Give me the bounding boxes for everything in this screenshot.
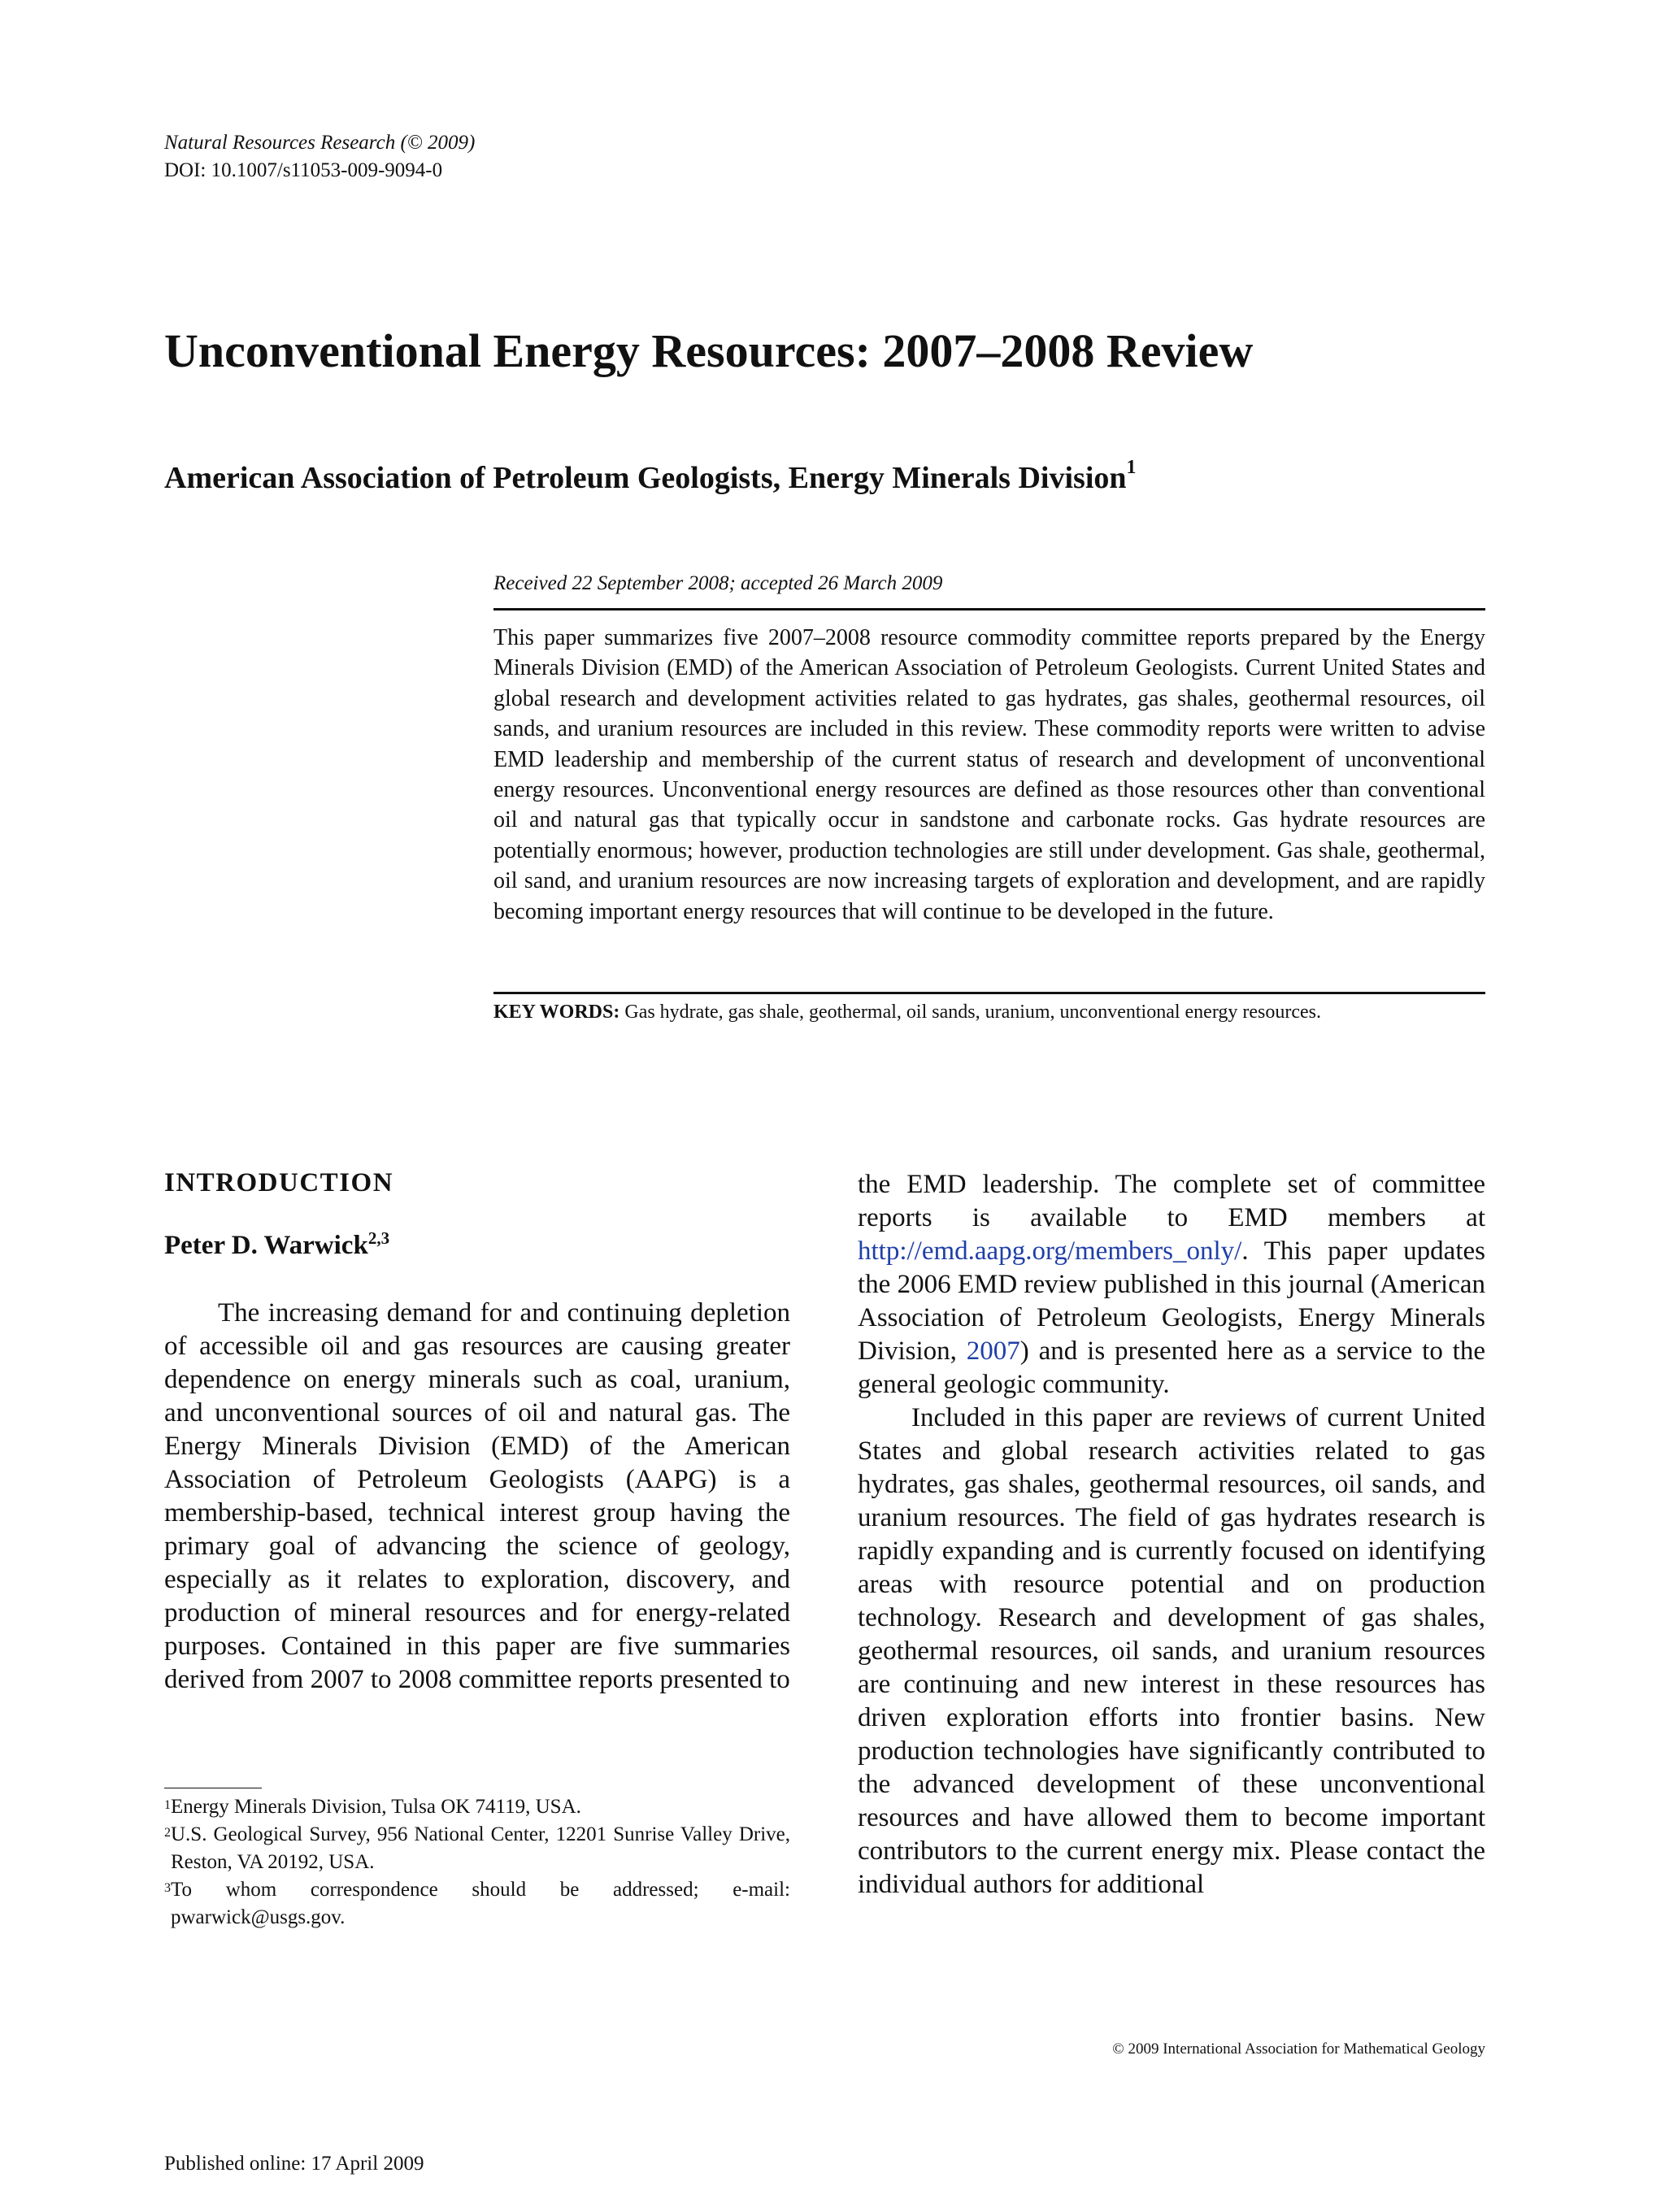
section-author	[164, 1228, 790, 1261]
abstract: This paper summarizes five 2007–2008 resource commodity committee reports prepared by the Energy Minerals Division (EMD) of the American Association of Petroleum Geologists. Current United States and global research and development activities related to gas hydrates, gas shales, geothermal resources, oil sands, and uranium resources are included in this review. These commodity reports were written to advise EMD leadership and membership of the current status of research and development of unconventional energy resources. Unconventional energy resources are defined as those resources other than conventional oil and natural gas that typically occur in sandstone and carbonate rocks. Gas hydrate resources are potentially enormous; however, production technologies are still under development. Gas shale, geothermal, oil sand, and uranium resources are now increasing targets of exploration and development, and are rapidly becoming important energy resources that will continue to be developed in the future.	[493, 625, 1485, 924]
right-column	[858, 1168, 1485, 1901]
paper-title: Unconventional Energy Resources: 2007–2008 Review	[164, 324, 1254, 377]
journal-header: Natural Resources Research (© 2009)	[164, 132, 476, 154]
abstract-top-rule	[493, 608, 1485, 611]
footnote-3	[164, 1876, 790, 1932]
author-name: American Association of Petroleum Geologists, Energy Minerals Division	[164, 461, 1127, 495]
section-author-name: Peter D. Warwick	[164, 1231, 368, 1260]
keywords	[493, 1000, 1485, 1025]
footnote-mark: 3	[164, 1881, 171, 1895]
citation-2007-link[interactable]: 2007	[966, 1336, 1020, 1366]
received-dates: Received 22 September 2008; accepted 26 March 2009	[493, 572, 943, 594]
section-heading-introduction: INTRODUCTION	[164, 1168, 394, 1197]
footnote-text: To whom correspondence should be addressed; e-mail: pwarwick@usgs.gov.	[171, 1879, 790, 1928]
emd-members-link[interactable]: http://emd.aapg.org/members_only/	[858, 1236, 1242, 1266]
author-affiliation	[164, 457, 1137, 496]
keywords-text: Gas hydrate, gas shale, geothermal, oil sands, uranium, unconventional energy resources.	[624, 1002, 1321, 1023]
published-date: Published online: 17 April 2009	[164, 2153, 424, 2175]
copyright-notice: © 2009 International Association for Mathematical Geology	[1112, 2040, 1485, 2058]
author-footnote-mark: 1	[1126, 457, 1137, 478]
footnote-mark: 2	[164, 1826, 171, 1840]
keywords-label: KEY WORDS:	[493, 1002, 620, 1023]
footnotes	[164, 1793, 790, 1932]
left-column	[164, 1168, 790, 1697]
intro-paragraph-2: Included in this paper are reviews of current United States and global research activities related to gas hydrates, gas shales, geothermal resources, oil sands, and uranium resources. The field of gas hydrates research is rapidly expanding and is currently focused on identifying areas with resource potential and on production technology. Research and development of gas shales, geothermal resources, oil sands, and uranium resources are continuing and new interest in these resources has driven exploration efforts into frontier basins. New production technologies have significantly contributed to the advanced development of these unconventional resources and have allowed them to become important contributors to the current energy mix. Please contact the individual authors for additional	[858, 1403, 1485, 1899]
abstract-bottom-rule	[493, 992, 1485, 994]
section-author-sup: 2,3	[367, 1228, 390, 1248]
intro-paragraph-1: The increasing demand for and continuing depletion of accessible oil and gas resources are causing greater dependence on energy minerals such as coal, uranium, and unconventional sources of oil and natural gas. The Energy Minerals Division (EMD) of the American Association of Petroleum Geologists (AAPG) is a membership-based, technical interest group having the primary goal of advancing the science of geology, especially as it relates to exploration, discovery, and production of mineral resources and for energy-related purposes. Contained in this paper are five summaries derived from 2007 to 2008 committee reports presented to	[164, 1298, 790, 1694]
footnote-2	[164, 1821, 790, 1876]
intro-continued-text-a: the EMD leadership. The complete set of committee reports is available to EMD members at	[858, 1170, 1485, 1232]
intro-paragraph-1-continued	[858, 1168, 1485, 1402]
footnote-mark: 1	[164, 1798, 171, 1812]
footnote-text: U.S. Geological Survey, 956 National Center, 12201 Sunrise Valley Drive, Reston, VA 20192, USA.	[171, 1823, 790, 1873]
footnote-text: Energy Minerals Division, Tulsa OK 74119, USA.	[171, 1796, 581, 1818]
intro-continued-text-c: ) and is presented here as a service to the general geologic community.	[858, 1336, 1485, 1399]
footnote-1	[164, 1793, 790, 1821]
intro-continued-text-b: . This paper updates the 2006 EMD review published in this journal (American Association of Petroleum Geologists, Energy Minerals Division,	[858, 1236, 1485, 1366]
doi-line: DOI: 10.1007/s11053-009-9094-0	[164, 159, 443, 181]
